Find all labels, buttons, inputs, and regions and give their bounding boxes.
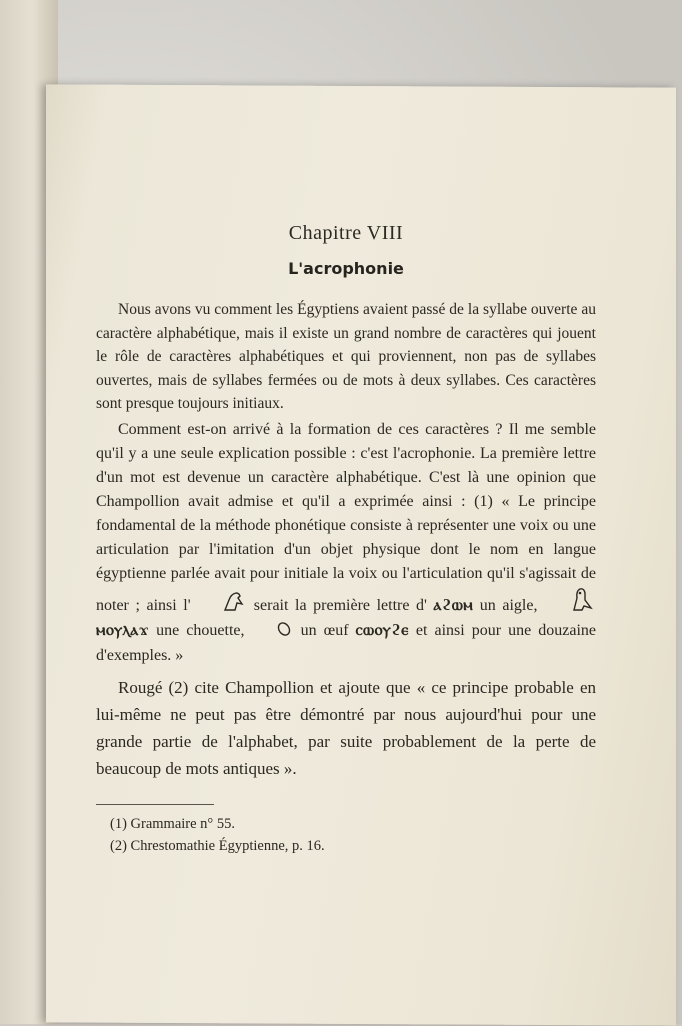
page-content: [96, 222, 596, 857]
paragraph-2: [96, 418, 596, 668]
coptic-word-egg: ⲥⲱⲟⲩϩⲉ: [355, 621, 409, 639]
chapter-heading: Chapitre VIII: [288, 222, 404, 244]
coptic-word-owl: ⲙⲟⲩⲗⲁϫ: [96, 621, 150, 639]
paragraph-2-text-d: une chouette,: [156, 621, 245, 639]
paragraph-2-text-f: et ainsi pour une douzaine d'exemples. »: [96, 621, 597, 664]
paragraph-2-text-a: Comment est-on arrivé à la formation de ces caractères ? Il me semble qu'il y a une seule explication possible : c'est l'acrophonie. La première lettre d'un mot est devenue un caractère alphabétique. C'est là une opinion que Champollion avait admise et qu'il a exprimée ainsi : (1) « Le principe fondamental de la méthode phonétique consiste à représenter une voix ou une articulation par l'imitation d'un objet physique dont le nom en langue égyptienne parlée avait pour initiale la voix ou l'articulation qu'il s'agissait de noter ; ainsi l': [96, 420, 596, 614]
egg-icon: [254, 620, 292, 644]
footnote-divider: [96, 804, 214, 805]
paragraph-2-text-c: un aigle,: [479, 596, 538, 614]
eagle-icon: [199, 590, 245, 619]
owl-icon: [546, 586, 594, 619]
paragraph-2-text-e: un œuf: [300, 621, 349, 639]
paragraph-3: Rougé (2) cite Champollion et ajoute que « ce principe probable en lui-même ne peut pas être démontré par nous aujourd'hui pour une grande partie de l'alphabet, par suite probablement de la perte de beaucoup de mots antiques ».: [96, 677, 596, 778]
coptic-word-eagle: ⲁϩⲱⲙ: [433, 596, 474, 614]
section-title: L'acrophonie: [288, 259, 404, 278]
paragraph-2-text-b: serait la première lettre d': [253, 596, 427, 614]
paragraph-1: Nous avons vu comment les Égyptiens avaient passé de la syllabe ouverte au caractère alphabétique, mais il existe un grand nombre de caractères qui jouent le rôle de caractères alphabétiques et qui proviennent, non pas de syllabes ouvertes, mais de syllabes fermées ou de mots à deux syllabes. Ces caractères sont presque toujours initiaux.: [96, 301, 596, 412]
footnote-1: (1) Grammaire n° 55.: [110, 815, 235, 832]
footnote-2: (2) Chrestomathie Égyptienne, p. 16.: [110, 837, 325, 854]
